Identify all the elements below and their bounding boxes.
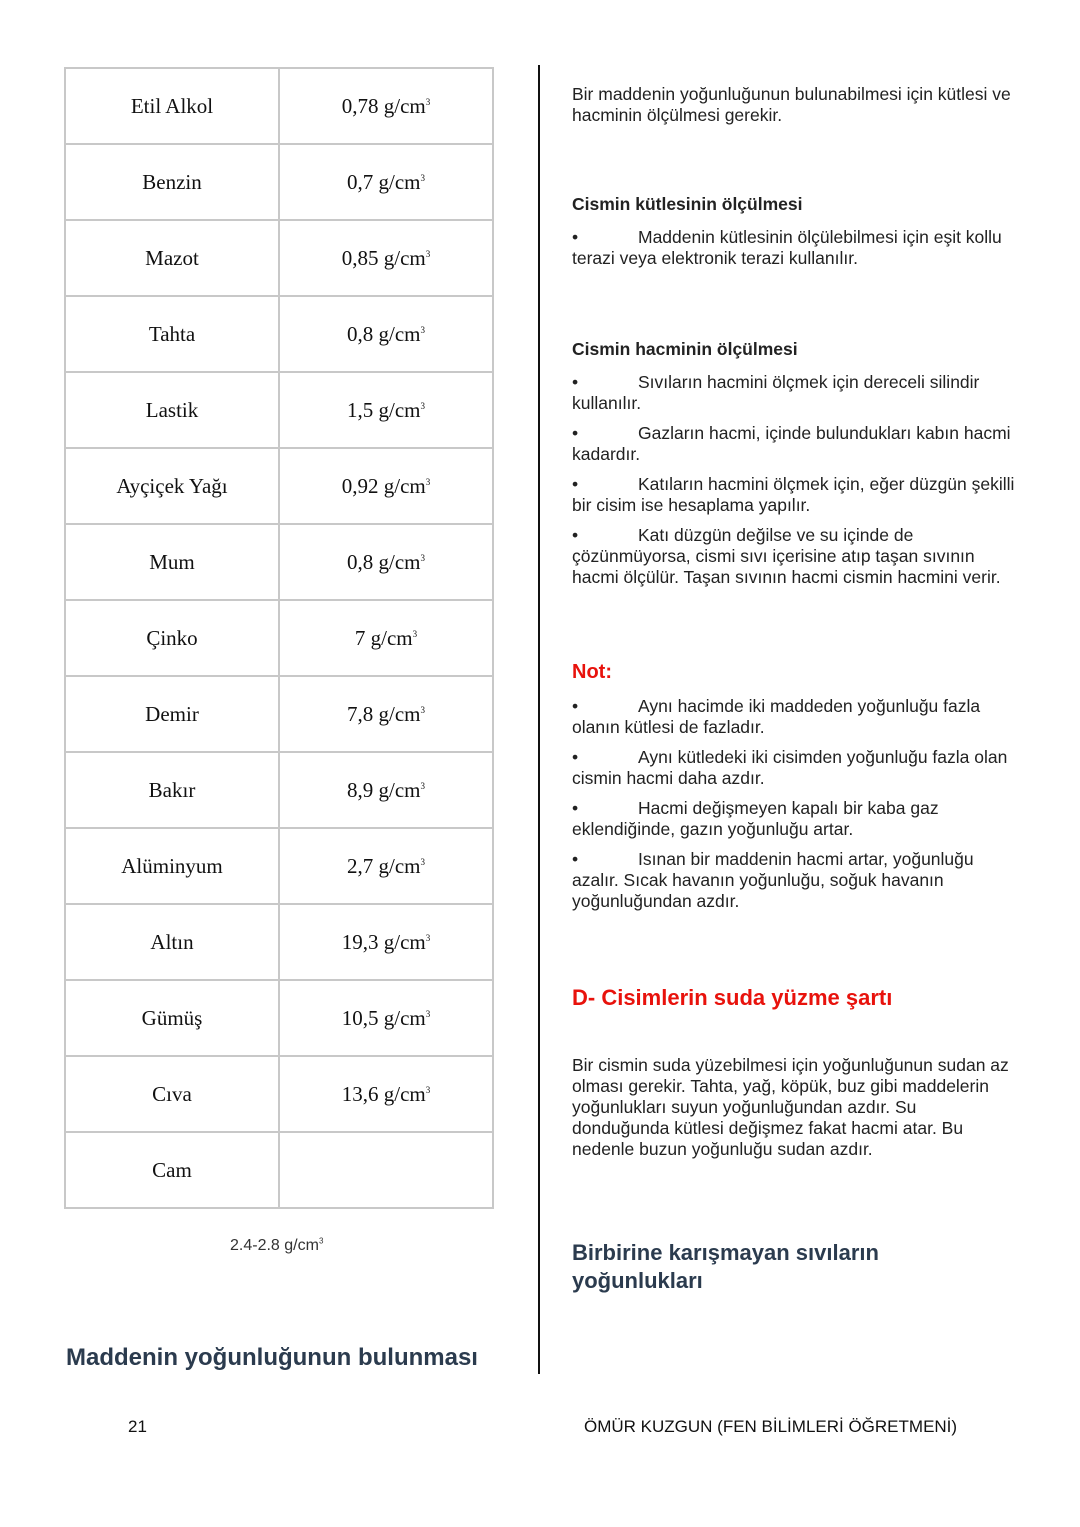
bullet-dot-icon: • bbox=[572, 849, 579, 869]
density-unit-superscript: 3 bbox=[420, 552, 425, 563]
density-value-text: 2,7 g/cm bbox=[347, 853, 421, 878]
density-value-text: 0,7 g/cm bbox=[347, 169, 421, 194]
volume-heading: Cismin hacminin ölçülmesi bbox=[572, 338, 798, 359]
bullet-text: Aynı hacimde iki maddeden yoğunluğu fazla olanın kütlesi de fazladır. bbox=[572, 696, 981, 737]
density-value-cell bbox=[279, 372, 493, 448]
density-value-cell bbox=[279, 600, 493, 676]
cam-density-value bbox=[230, 1237, 323, 1255]
note-title: Not: bbox=[572, 661, 612, 683]
density-unit-superscript: 3 bbox=[425, 96, 431, 107]
footer-author: ÖMÜR KUZGUN (FEN BİLİMLERİ ÖĞRETMENİ) bbox=[584, 1417, 958, 1436]
note-block bbox=[572, 662, 1017, 683]
density-value-text: 10,5 g/cm bbox=[341, 1005, 426, 1030]
bullet-text: Aynı kütledeki iki cisimden yoğunluğu fazla olan cismin hacmi daha azdır. bbox=[572, 747, 1008, 788]
float-section bbox=[572, 987, 1017, 1008]
bullet-item bbox=[572, 525, 1017, 588]
material-name-cell: Ayçiçek Yağı bbox=[65, 448, 279, 524]
density-unit-superscript: 3 bbox=[420, 172, 425, 183]
table-row bbox=[65, 372, 493, 448]
bullet-dot-icon: • bbox=[572, 747, 579, 767]
density-value-text: 19,3 g/cm bbox=[341, 929, 426, 954]
bullet-item bbox=[572, 747, 1017, 789]
bullet-dot-icon: • bbox=[572, 227, 579, 247]
liquids-section bbox=[572, 1239, 952, 1295]
page-number: 21 bbox=[128, 1417, 147, 1436]
bullet-dot-icon: • bbox=[572, 696, 579, 716]
bullet-text: Katıların hacmini ölçmek için, eğer düzgün şekilli bir cisim ise hesaplama yapılır. bbox=[572, 474, 1015, 515]
material-name-cell: Cam bbox=[65, 1132, 279, 1208]
density-unit-superscript: 3 bbox=[420, 856, 425, 867]
material-name-cell: Lastik bbox=[65, 372, 279, 448]
material-name-cell: Mazot bbox=[65, 220, 279, 296]
material-name-cell: Cıva bbox=[65, 1056, 279, 1132]
density-value-text: 13,6 g/cm bbox=[341, 1081, 426, 1106]
density-value-text: 8,9 g/cm bbox=[347, 777, 421, 802]
density-finding-heading: Maddenin yoğunluğunun bulunması bbox=[66, 1344, 478, 1371]
density-value-cell bbox=[279, 980, 493, 1056]
density-value-cell bbox=[279, 752, 493, 828]
bullet-dot-icon: • bbox=[572, 525, 579, 545]
material-name-cell: Mum bbox=[65, 524, 279, 600]
density-value-text: 7,8 g/cm bbox=[347, 701, 421, 726]
mass-heading: Cismin kütlesinin ölçülmesi bbox=[572, 193, 803, 214]
density-unit-superscript: 3 bbox=[412, 628, 418, 639]
bullet-item bbox=[572, 798, 1017, 840]
note-bullet-list bbox=[572, 696, 1017, 921]
float-paragraph: Bir cismin suda yüzebilmesi için yoğunluğunun sudan az olması gerekir. Tahta, yağ, köpük, buz gibi maddelerin yoğunlukları suyun yoğunluğundan azdır. Su donduğunda kütlesi değişmez fakat hacmi atar. Bu nedenle buzun yoğunluğu sudan azdır. bbox=[572, 1054, 1009, 1159]
density-unit-superscript: 3 bbox=[425, 248, 431, 259]
density-table bbox=[64, 67, 494, 1209]
table-row bbox=[65, 980, 493, 1056]
density-value-cell bbox=[279, 904, 493, 980]
table-row bbox=[65, 828, 493, 904]
density-value-cell bbox=[279, 524, 493, 600]
table-row bbox=[65, 144, 493, 220]
density-value-cell bbox=[279, 676, 493, 752]
material-name-cell: Bakır bbox=[65, 752, 279, 828]
bullet-item bbox=[572, 474, 1017, 516]
bullet-item bbox=[572, 423, 1017, 465]
density-unit-superscript: 3 bbox=[420, 324, 425, 335]
bullet-dot-icon: • bbox=[572, 798, 579, 818]
density-unit-superscript: 3 bbox=[425, 1008, 431, 1019]
density-unit-superscript: 3 bbox=[420, 704, 425, 715]
bullet-item bbox=[572, 696, 1017, 738]
bullet-item bbox=[572, 227, 1017, 269]
density-value-text: 0,92 g/cm bbox=[341, 473, 426, 498]
density-value-cell bbox=[279, 144, 493, 220]
density-value-text: 0,85 g/cm bbox=[341, 245, 426, 270]
density-unit-superscript: 3 bbox=[420, 780, 425, 791]
density-value-cell bbox=[279, 1056, 493, 1132]
table-row bbox=[65, 448, 493, 524]
bullet-item bbox=[572, 849, 1017, 912]
table-row bbox=[65, 1056, 493, 1132]
bullet-text: Sıvıların hacmini ölçmek için dereceli silindir kullanılır. bbox=[572, 372, 980, 413]
density-value-cell bbox=[279, 828, 493, 904]
density-unit-superscript: 3 bbox=[420, 400, 425, 411]
bullet-dot-icon: • bbox=[572, 474, 579, 494]
density-value-text: 1,5 g/cm bbox=[347, 397, 421, 422]
liquids-heading: Birbirine karışmayan sıvıların yoğunlukları bbox=[572, 1240, 879, 1293]
material-name-cell: Tahta bbox=[65, 296, 279, 372]
density-unit-superscript: 3 bbox=[425, 932, 431, 943]
table-row bbox=[65, 1132, 493, 1208]
bullet-text: Maddenin kütlesinin ölçülebilmesi için eşit kollu terazi veya elektronik terazi kullanılır. bbox=[572, 227, 1002, 268]
table-row bbox=[65, 676, 493, 752]
bullet-dot-icon: • bbox=[572, 372, 579, 392]
material-name-cell: Çinko bbox=[65, 600, 279, 676]
material-name-cell: Alüminyum bbox=[65, 828, 279, 904]
density-table-body bbox=[65, 68, 493, 1208]
bullet-text: Gazların hacmi, içinde bulundukları kabın hacmi kadardır. bbox=[572, 423, 1011, 464]
table-row bbox=[65, 600, 493, 676]
density-value-cell bbox=[279, 296, 493, 372]
density-value-cell bbox=[279, 220, 493, 296]
density-value-text: 0,8 g/cm bbox=[347, 321, 421, 346]
density-value-text: 0,8 g/cm bbox=[347, 549, 421, 574]
density-unit-superscript: 3 bbox=[425, 476, 431, 487]
column-divider bbox=[538, 65, 540, 1374]
bullet-text: Hacmi değişmeyen kapalı bir kaba gaz eklendiğinde, gazın yoğunluğu artar. bbox=[572, 798, 939, 839]
bullet-dot-icon: • bbox=[572, 423, 579, 443]
bullet-text: Katı düzgün değilse ve su içinde de çözünmüyorsa, cismi sıvı içerisine atıp taşan sıvının hacmi ölçülür. Taşan sıvının hacmi cismin hacmini verir. bbox=[572, 525, 1001, 587]
density-unit-superscript: 3 bbox=[425, 1084, 431, 1095]
cam-density-text: 2.4-2.8 g/cm bbox=[230, 1237, 319, 1254]
material-name-cell: Etil Alkol bbox=[65, 68, 279, 144]
table-row bbox=[65, 524, 493, 600]
material-name-cell: Benzin bbox=[65, 144, 279, 220]
density-value-text: 0,78 g/cm bbox=[341, 93, 426, 118]
volume-bullet-list bbox=[572, 372, 1017, 597]
mass-bullet-list bbox=[572, 227, 1017, 279]
table-row bbox=[65, 296, 493, 372]
bullet-text: Isınan bir maddenin hacmi artar, yoğunluğu azalır. Sıcak havanın yoğunluğu, soğuk havanın yoğunluğundan azdır. bbox=[572, 849, 974, 911]
table-row bbox=[65, 904, 493, 980]
cam-density-superscript: 3 bbox=[318, 1236, 324, 1246]
float-heading: D- Cisimlerin suda yüzme şartı bbox=[572, 985, 893, 1010]
table-row bbox=[65, 68, 493, 144]
table-row bbox=[65, 752, 493, 828]
bullet-item bbox=[572, 372, 1017, 414]
density-value-cell bbox=[279, 68, 493, 144]
density-value-cell bbox=[279, 1132, 493, 1208]
material-name-cell: Gümüş bbox=[65, 980, 279, 1056]
table-row bbox=[65, 220, 493, 296]
material-name-cell: Altın bbox=[65, 904, 279, 980]
material-name-cell: Demir bbox=[65, 676, 279, 752]
density-value-cell bbox=[279, 448, 493, 524]
intro-paragraph: Bir maddenin yoğunluğunun bulunabilmesi için kütlesi ve hacminin ölçülmesi gerekir. bbox=[572, 83, 1011, 125]
density-value-text: 7 g/cm bbox=[354, 625, 413, 650]
